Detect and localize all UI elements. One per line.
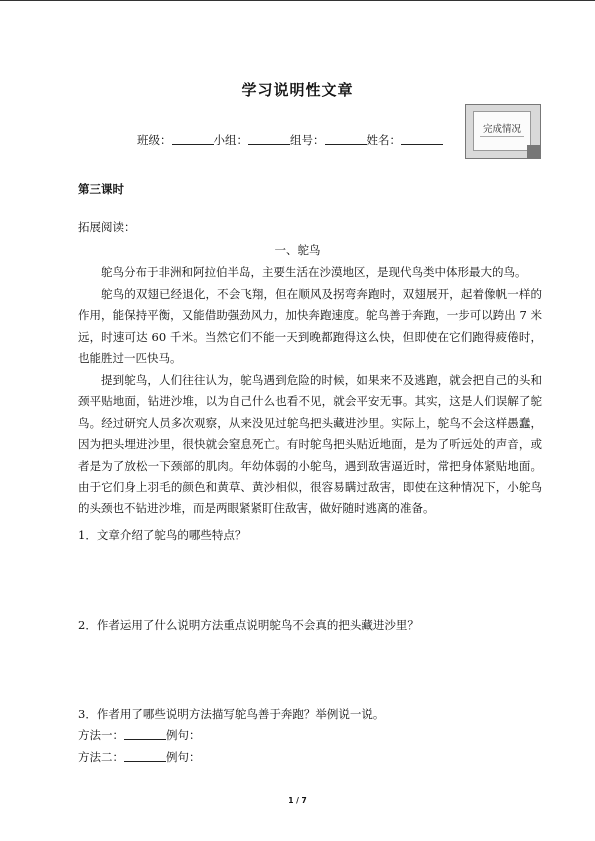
badge-corner	[527, 145, 541, 159]
article-title: 一、鸵鸟	[274, 243, 321, 257]
class-label: 班级：	[137, 133, 172, 147]
group-label: 小组：	[213, 133, 248, 147]
class-blank[interactable]	[172, 133, 214, 145]
group-blank[interactable]	[248, 133, 290, 145]
method-1-label: 方法一：	[78, 728, 124, 742]
paragraph-1: 鸵鸟分布于非洲和阿拉伯半岛，主要生活在沙漠地区，是现代鸟类中体形最大的鸟。	[101, 265, 527, 279]
reading-label: 拓展阅读：	[78, 220, 136, 234]
page-number: 1 / 7	[288, 796, 307, 805]
method-1-suffix: 例句：	[166, 728, 201, 742]
name-blank[interactable]	[401, 133, 443, 145]
method-2-blank[interactable]	[124, 750, 166, 762]
completion-badge	[465, 104, 541, 159]
student-info-line	[137, 132, 443, 148]
number-label: 组号：	[290, 133, 325, 147]
name-label: 姓名：	[366, 133, 401, 147]
method-2-suffix: 例句：	[166, 750, 201, 764]
question-2: 2．作者运用了什么说明方法重点说明鸵鸟不会真的把头藏进沙里？	[78, 618, 419, 632]
badge-frame	[473, 111, 531, 151]
header-rule	[0, 0, 595, 1]
method-1-line	[78, 727, 201, 743]
method-1-blank[interactable]	[124, 728, 166, 740]
number-blank[interactable]	[325, 133, 367, 145]
question-3: 3．作者用了哪些说明方法描写鸵鸟善于奔跑？举例说一说。	[78, 707, 385, 721]
paragraph-3: 提到鸵鸟，人们往往认为，鸵鸟遇到危险的时候，如果来不及逃跑，就会把自己的头和颈平贴地面，钻进沙堆，以为自己什么也看不见，就会平安无事。其实，这是人们误解了鸵鸟。经过研究人员多次观察，从来没见过鸵鸟把头藏进沙里。实际上，鸵鸟不会这样愚蠢，因为把头埋进沙里，很快就会窒息死亡。有时鸵鸟把头贴近地面，是为了听远处的声音，或者是为了放松一下颈部的肌肉。年幼体弱的小鸵鸟，遇到敌害逼近时，常把身体紧贴地面。由于它们身上羽毛的颜色和黄草、黄沙相似，很容易瞒过敌害，即使在这种情况下，小鸵鸟的头颈也不钻进沙堆，而是两眼紧紧盯住敌害，做好随时逃离的准备。	[78, 373, 542, 516]
page-title: 学习说明性文章	[241, 81, 354, 99]
section-heading: 第三课时	[78, 182, 124, 196]
badge-underline	[480, 136, 524, 137]
question-1: 1．文章介绍了鸵鸟的哪些特点？	[78, 528, 247, 542]
method-2-label: 方法二：	[78, 750, 124, 764]
badge-label: 完成情况	[482, 124, 521, 135]
method-2-line	[78, 749, 201, 765]
paragraph-2: 鸵鸟的双翅已经退化，不会飞翔，但在顺风及拐弯奔跑时，双翅展开，起着像帆一样的作用，能保持平衡，又能借助强劲风力，加快奔跑速度。鸵鸟善于奔跑，一步可以跨出 7 米远，时速可达 60 千米。当然它们不能一天到晚都跑得这么快，但即使在它们跑得疲倦时，也能胜过一匹快马。	[78, 287, 542, 366]
